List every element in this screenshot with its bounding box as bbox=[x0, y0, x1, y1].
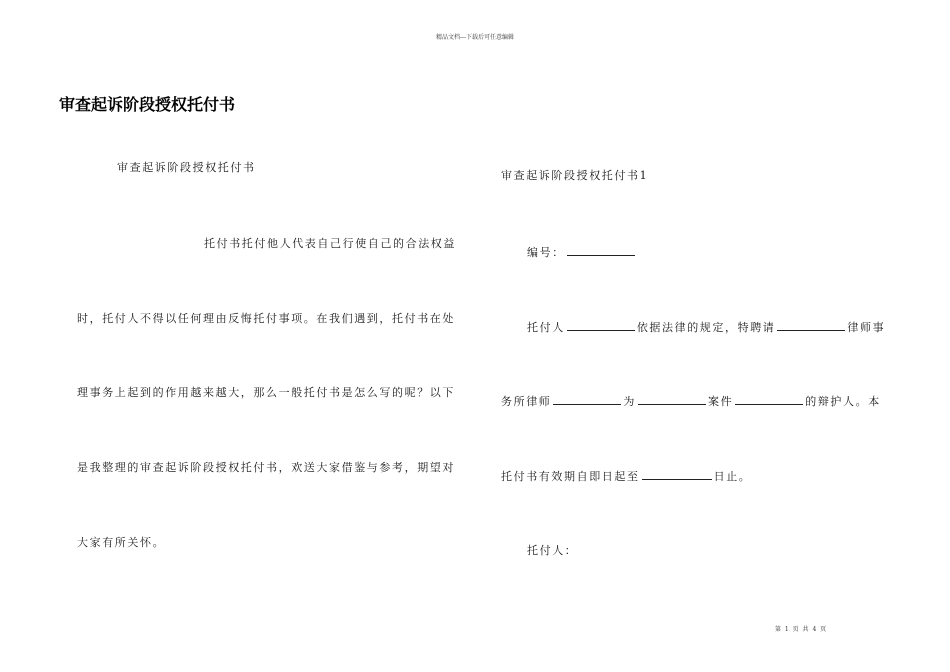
left-paragraph-line-4: 是我整理的审查起诉阶段授权托付书，欢送大家借鉴与参考，期望对 bbox=[77, 461, 455, 474]
case-name-blank bbox=[735, 393, 803, 405]
validity-row bbox=[501, 468, 751, 484]
left-paragraph-line-3: 理事务上起到的作用越来越大，那么一般托付书是怎么写的呢？以下 bbox=[77, 386, 455, 399]
left-paragraph-line-2: 时，托付人不得以任何理由反悔托付事项。在我们遇到，托付书在处 bbox=[77, 312, 455, 325]
principal-mid: 依据法律的规定，特聘请 bbox=[636, 321, 776, 334]
document-title: 审查起诉阶段授权托付书 bbox=[59, 95, 236, 114]
number-label: 编号： bbox=[527, 246, 565, 259]
page-footer: 第 1 页 共 4 页 bbox=[775, 626, 828, 633]
firm-for: 为 bbox=[623, 395, 637, 408]
lawyer-name-blank bbox=[553, 393, 621, 405]
principal-suffix: 律师事 bbox=[847, 321, 886, 334]
left-subtitle: 审查起诉阶段授权托付书 bbox=[117, 161, 256, 174]
principal-prefix: 托付人 bbox=[527, 321, 565, 334]
right-heading: 审查起诉阶段授权托付书1 bbox=[501, 169, 649, 182]
firm-prefix: 务所律师 bbox=[501, 395, 552, 408]
principal-name-blank bbox=[567, 319, 635, 331]
left-paragraph-line-5: 大家有所关怀。 bbox=[77, 536, 166, 549]
end-date-blank bbox=[642, 468, 712, 480]
number-row bbox=[527, 244, 637, 260]
principal-row bbox=[527, 319, 885, 335]
number-blank bbox=[567, 244, 635, 256]
validity-prefix: 托付书有效期自即日起至 bbox=[501, 470, 640, 483]
firm-case: 案件 bbox=[708, 395, 734, 408]
validity-suffix: 日止。 bbox=[713, 470, 752, 483]
firm-suffix: 的辩护人。本 bbox=[805, 395, 881, 408]
left-paragraph-line-1: 托付书托付他人代表自己行使自己的合法权益 bbox=[204, 237, 456, 250]
firm-row bbox=[501, 393, 881, 409]
signature-label: 托付人： bbox=[527, 544, 578, 557]
law-firm-blank bbox=[777, 319, 845, 331]
header-note: 精品文档---下载后可任意编辑 bbox=[435, 34, 515, 41]
party-name-blank bbox=[638, 393, 706, 405]
